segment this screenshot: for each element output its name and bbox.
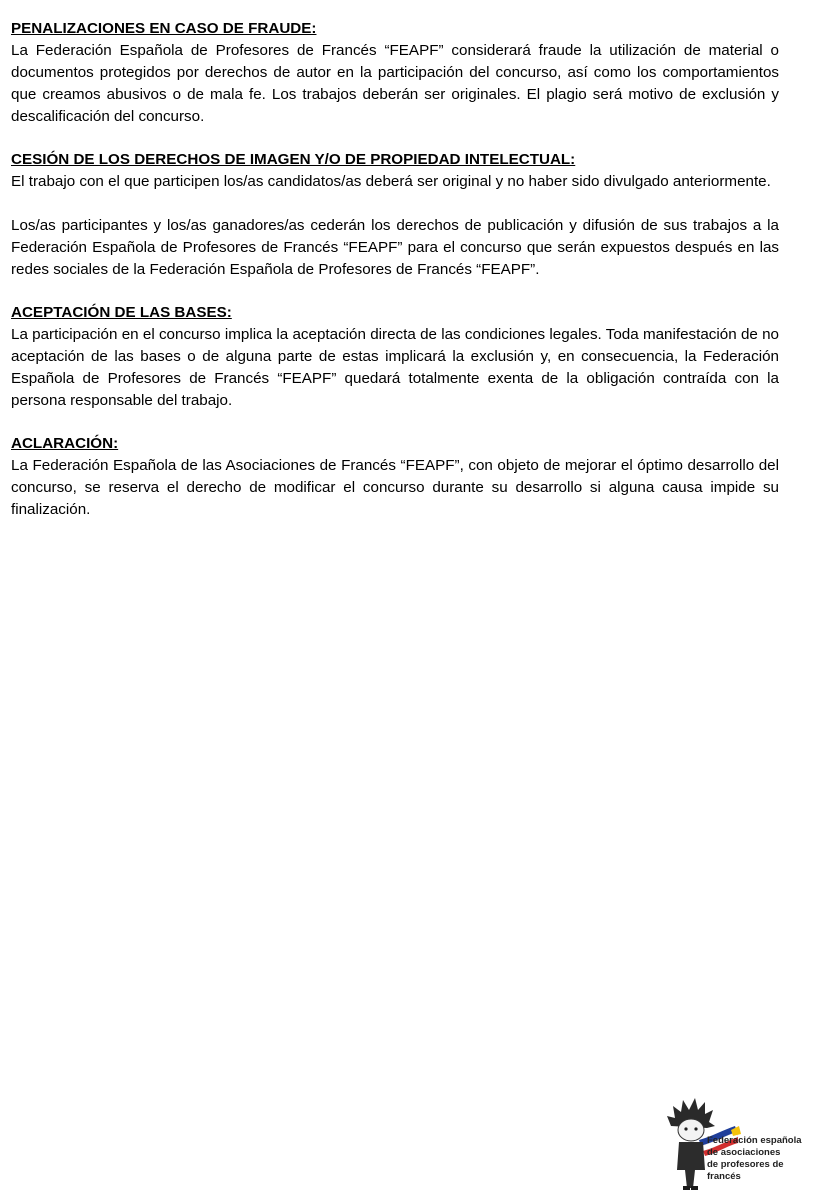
section-penalizaciones xyxy=(11,18,779,128)
section-heading: CESIÓN DE LOS DERECHOS DE IMAGEN Y/O DE PROPIEDAD INTELECTUAL: xyxy=(11,151,576,168)
logo-line: de asociaciones xyxy=(707,1147,781,1158)
logo-caption xyxy=(707,1135,817,1183)
section-paragraph: El trabajo con el que participen los/as candidatos/as deberá ser original y no haber sido divulgado anteriormente. xyxy=(11,173,771,190)
section-cesion-derechos xyxy=(11,149,779,281)
section-paragraph: Los/as participantes y los/as ganadores/as cederán los derechos de publicación y difusión de sus trabajos a la Federación Española de Profesores de Francés “FEAPF” para el concurso que serán expuestos después en las redes sociales de la Federación Española de Profesores de Francés “FEAPF”. xyxy=(11,217,779,278)
section-paragraph: La participación en el concurso implica la aceptación directa de las condiciones legales. Toda manifestación de no aceptación de las bases o de alguna parte de estas implicará la exclusión y, en consecuencia, la Federación Española de Profesores de Francés “FEAPF” quedará totalmente exenta de la obligación contraída con la persona responsable del trabajo. xyxy=(11,326,779,409)
section-aceptacion-bases xyxy=(11,302,779,412)
logo-line: de profesores de francés xyxy=(707,1159,784,1182)
section-heading: ACLARACIÓN: xyxy=(11,435,119,452)
logo-line: Federación española xyxy=(707,1135,802,1146)
section-paragraph: La Federación Española de las Asociaciones de Francés “FEAPF”, con objeto de mejorar el óptimo desarrollo del concurso, se reserva el derecho de modificar el concurso durante su desarrollo si alguna causa impide su finalización. xyxy=(11,457,779,518)
section-heading: PENALIZACIONES EN CASO DE FRAUDE: xyxy=(11,20,317,37)
section-paragraph: La Federación Española de Profesores de Francés “FEAPF” considerará fraude la utilización de material o documentos protegidos por derechos de autor en la participación del concurso, así como los comportamientos que creamos abusivos o de mala fe. Los trabajos deberán ser originales. El plagio será motivo de exclusión y descalificación del concurso. xyxy=(11,42,779,125)
document-body xyxy=(11,18,779,542)
section-aclaracion xyxy=(11,433,779,521)
section-heading: ACEPTACIÓN DE LAS BASES: xyxy=(11,304,232,321)
